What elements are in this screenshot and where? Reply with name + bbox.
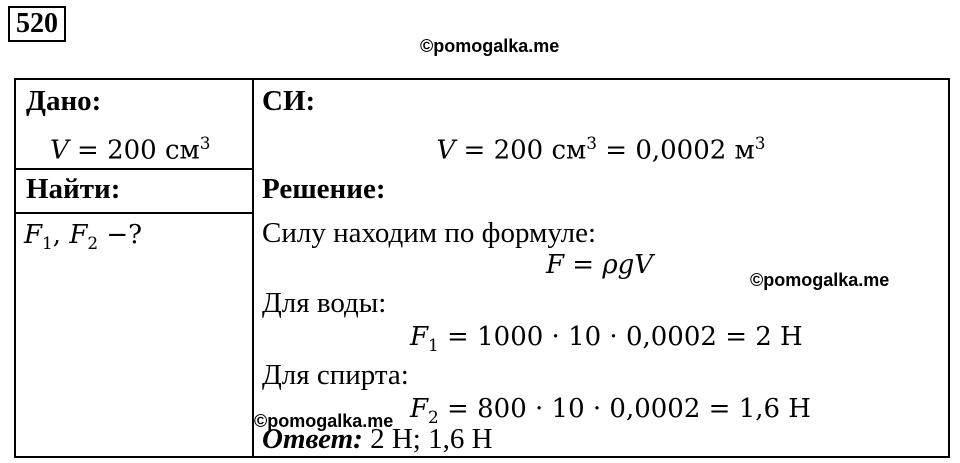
watermark-top: ©pomogalka.me <box>420 36 560 56</box>
si-heading: СИ: <box>262 85 316 117</box>
formula-vars: ρgV <box>602 250 654 280</box>
given-volume-exp: 3 <box>199 133 211 153</box>
solution-formula <box>546 248 653 282</box>
water-force-sub: 1 <box>428 335 439 356</box>
alcohol-force: F <box>410 394 429 424</box>
find-separator <box>16 212 252 214</box>
given-volume-value: = 200 см <box>68 135 200 166</box>
si-converted: = 0,0002 м <box>597 135 755 166</box>
si-exp2: 3 <box>754 133 766 153</box>
find-f1-sub: 1 <box>42 233 53 254</box>
si-conversion <box>254 126 948 168</box>
alcohol-calc: = 800 · 10 · 0,0002 = 1,6 Н <box>438 394 811 424</box>
formula-force: F <box>546 250 565 280</box>
watermark-middle: ©pomogalka.me <box>750 270 890 290</box>
given-heading: Дано: <box>26 85 102 117</box>
watermark-bottom: ©pomogalka.me <box>254 411 394 431</box>
water-force: F <box>410 322 429 352</box>
answer-label: Ответ: <box>262 423 363 455</box>
find-f2: F <box>69 220 88 250</box>
si-volume-value: = 200 см <box>455 135 587 166</box>
alcohol-label: Для спирта: <box>262 359 409 391</box>
solution-intro: Силу находим по формуле: <box>262 217 597 249</box>
si-volume-symbol: V <box>436 135 456 166</box>
find-tail: −? <box>98 220 143 250</box>
given-volume <box>50 126 211 168</box>
find-f2-sub: 2 <box>87 233 99 254</box>
find-sep: , <box>52 220 70 250</box>
problem-number: 520 <box>8 6 66 42</box>
si-exp1: 3 <box>586 133 597 153</box>
water-calc: = 1000 · 10 · 0,0002 = 2 Н <box>438 322 803 352</box>
alcohol-force-sub: 2 <box>428 407 439 428</box>
given-column <box>16 80 252 456</box>
find-heading: Найти: <box>26 173 121 205</box>
water-calculation <box>410 320 803 362</box>
solution-heading: Решение: <box>262 173 386 205</box>
formula-equals: = <box>564 250 603 280</box>
solution-column <box>254 80 948 456</box>
water-label: Для воды: <box>262 287 387 319</box>
find-forces <box>24 218 142 260</box>
answer-value: 2 Н; 1,6 Н <box>362 423 493 455</box>
solution-table <box>14 78 950 458</box>
find-f1: F <box>24 220 43 250</box>
given-find-separator <box>16 168 252 170</box>
given-volume-symbol: V <box>50 135 69 166</box>
